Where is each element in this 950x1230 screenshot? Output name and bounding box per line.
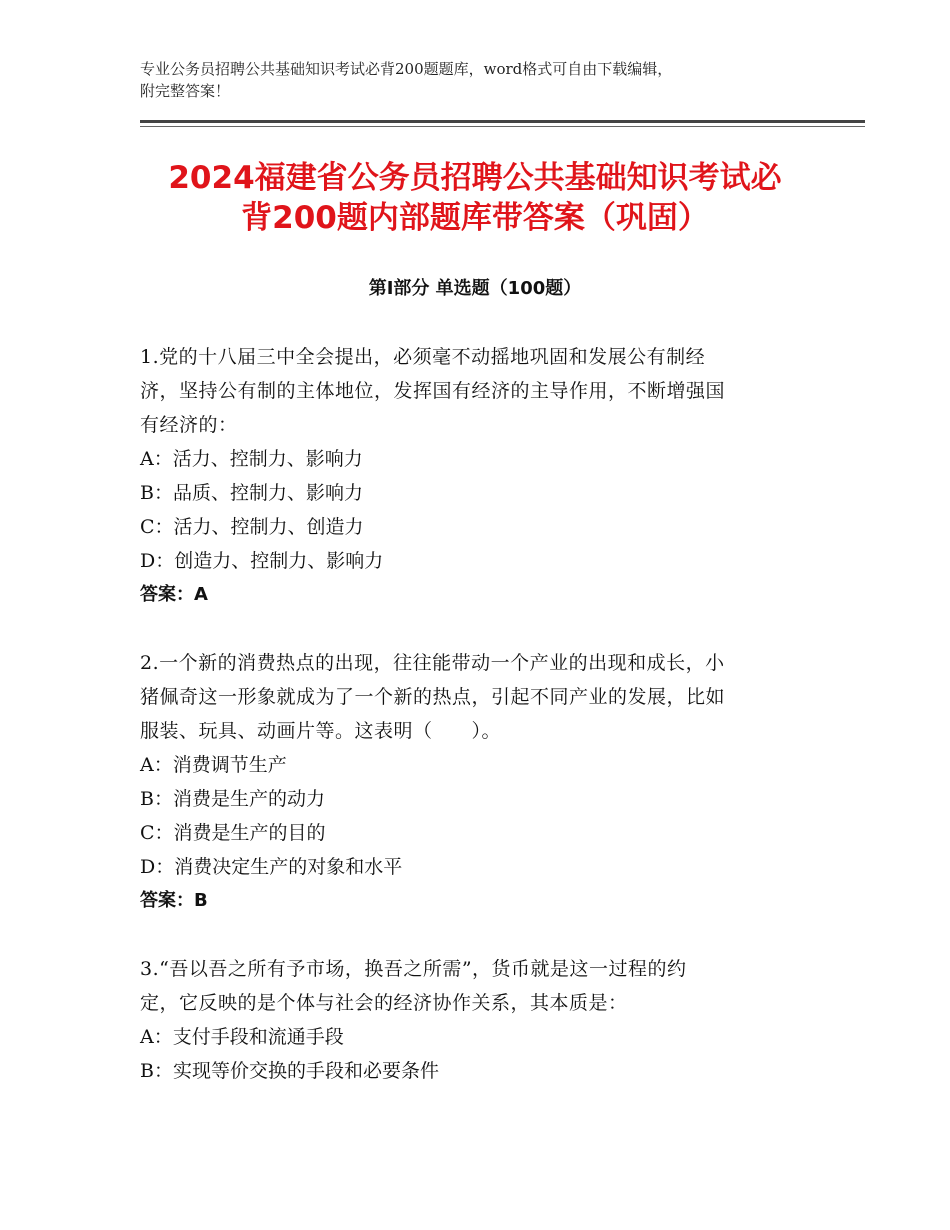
option-a: A：支付手段和流通手段 <box>140 1026 344 1048</box>
question-stem-line: 1.党的十八届三中全会提出，必须毫不动摇地巩固和发展公有制经 <box>140 346 706 368</box>
header-note <box>140 58 820 102</box>
question-stem-line: 济，坚持公有制的主体地位，发挥国有经济的主导作用，不断增强国 <box>140 380 726 402</box>
question-stem <box>140 646 810 748</box>
document-title-line-2: 背200题内部题库带答案（巩固） <box>241 200 709 236</box>
question-stem <box>140 340 810 442</box>
question-stem <box>140 952 810 1020</box>
section-title: 第Ⅰ部分 单选题（100题） <box>368 278 582 299</box>
header-note-line-1: 专业公务员招聘公共基础知识考试必背200题题库，word格式可自由下载编辑， <box>140 60 673 78</box>
header-note-line-2: 附完整答案！ <box>140 82 231 100</box>
option-c: C：活力、控制力、创造力 <box>140 516 364 538</box>
option-d: D：创造力、控制力、影响力 <box>140 550 384 572</box>
question-stem-line: 3.“吾以吾之所有予市场，换吾之所需”，货币就是这一过程的约 <box>140 958 687 980</box>
header-divider-thin <box>140 126 865 127</box>
question-stem-line: 2.一个新的消费热点的出现，往往能带动一个产业的出现和成长，小 <box>140 652 725 674</box>
option-d: D：消费决定生产的对象和水平 <box>140 856 403 878</box>
document-title <box>100 158 850 238</box>
option-a: A：消费调节生产 <box>140 754 287 776</box>
question-stem-line: 有经济的： <box>140 414 238 436</box>
question-1 <box>140 340 810 612</box>
option-b: B：品质、控制力、影响力 <box>140 482 363 504</box>
document-title-line-1: 2024福建省公务员招聘公共基础知识考试必 <box>168 160 782 196</box>
question-list <box>140 340 810 1122</box>
question-stem-line: 定，它反映的是个体与社会的经济协作关系，其本质是： <box>140 992 628 1014</box>
answer: 答案：B <box>140 890 208 911</box>
question-2 <box>140 646 810 918</box>
option-b: B：实现等价交换的手段和必要条件 <box>140 1060 439 1082</box>
question-stem-line: 服装、玩具、动画片等。这表明（ ）。 <box>140 720 502 742</box>
option-c: C：消费是生产的目的 <box>140 822 326 844</box>
question-3 <box>140 952 810 1088</box>
question-stem-line: 猪佩奇这一形象就成为了一个新的热点，引起不同产业的发展，比如 <box>140 686 726 708</box>
answer: 答案：A <box>140 584 208 605</box>
option-b: B：消费是生产的动力 <box>140 788 325 810</box>
option-a: A：活力、控制力、影响力 <box>140 448 363 470</box>
header-divider-thick <box>140 120 865 123</box>
